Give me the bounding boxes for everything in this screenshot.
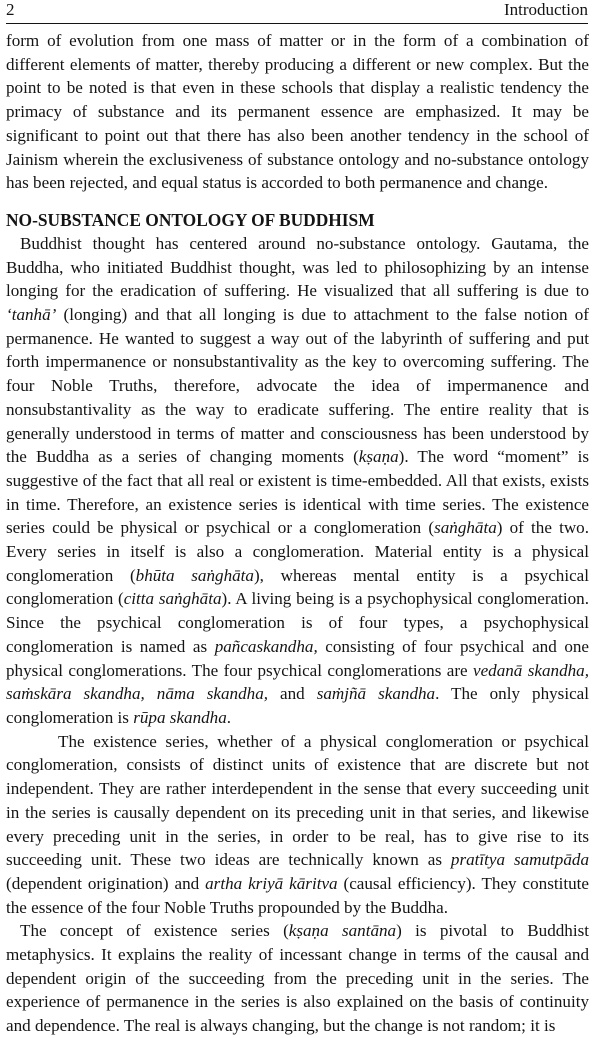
italic-term: bhūta saṅghāta (135, 565, 254, 585)
italic-term: artha kriyā kāritva (205, 873, 338, 893)
italic-term: saṁjñā skandha (316, 684, 436, 704)
running-header (6, 0, 588, 20)
paragraph-continuation: form of evolution from one mass of matter or in the form of a combination of different elements of matter, thereby producing a different or new complex. But the point to be noted is that even in these schools that display a realistic tendency the primacy of substance and its permanent essence are emphasized. It may be significant to point out that there has also been another tendency in the school of Jainism wherein the exclusiveness of substance ontology and no-substance ontology has been rejected, and equal status is accorded to both permanence and change. (6, 31, 589, 193)
italic-term: pratītya samutpāda (450, 850, 589, 870)
italic-term: kṣaṇa (358, 447, 399, 467)
section-heading: NO-SUBSTANCE ONTOLOGY OF BUDDHISM (6, 209, 375, 230)
page-number: 2 (6, 0, 15, 19)
paragraph-existence-series: The existence series, whether of a physical conglomeration or psychical conglomeration, consists of distinct units of existence that are discrete but not independent. They are rather interdependent in the sense that every succeeding unit in the series is causally dependent on its preceding unit in that series, and likewise every preceding unit in the series, in order to be real, has to give rise to its succeeding unit. These two ideas are technically known as pratītya samutpāda (dependent origination) and artha kriyā kāritva (causal efficiency). They constitute the essence of the four Noble Truths propounded by the Buddha. (6, 731, 589, 917)
italic-term: vedanā skandha, saṁskāra skandha, nāma skandha, (6, 660, 589, 704)
body-text (6, 29, 589, 1038)
italic-term: pañcaskandha, (214, 636, 318, 656)
italic-term: saṅghāta (434, 518, 497, 538)
header-rule (6, 23, 588, 24)
paragraph-buddhist-thought: Buddhist thought has centered around no-substance ontology. Gautama, the Buddha, who initiated Buddhist thought, was led to philosophizing by an intense longing for the eradication of suffering. He visualized that all suffering is due to ‘tanhā’ (longing) and that all longing is due to attachment to the false notion of permanence. He wanted to suggest a way out of the labyrinth of suffering and put forth impermanence or nonsubstantivality as the key to overcoming suffering. The four Noble Truths, therefore, advocate the idea of impermanence and nonsubstantivality as the way to eradicate suffering. The entire reality that is generally understood in terms of matter and consciousness has been understood by the Buddha as a series of changing moments (kṣaṇa). The word “moment” is suggestive of the fact that all real or existent is time-embedded. All that exists, exists in time. Therefore, an existence series is identical with time series. The existence series could be physical or psychical or a conglomeration (saṅghāta) of the two. Every series in itself is also a conglomeration. Material entity is a physical conglomeration (bhūta saṅghāta), whereas mental entity is a psychical conglomeration (citta saṅghāta). A living being is a psychophysical conglomeration. Since the psychical conglomeration is of four types, a psychophysical conglomeration is named as pañcaskandha, consisting of four psychical and one physical conglomerations. The four psychical conglomerations are vedanā skandha, saṁskāra skandha, nāma skandha, and saṁjñā skandha. The only physical conglomeration is rūpa skandha. (6, 233, 590, 727)
italic-term: citta saṅghāta (123, 589, 222, 609)
italic-term: kṣaṇa santāna (288, 921, 397, 941)
italic-term: rūpa skandha (133, 707, 227, 727)
italic-term: ‘tanhā’ (6, 305, 57, 325)
running-title: Introduction (503, 0, 588, 19)
paragraph-kshana-santana: The concept of existence series (kṣaṇa santāna) is pivotal to Buddhist metaphysics. It explains the reality of incessant change in terms of the causal and dependent origin of the succeeding from the preceding unit in the series. The experience of permanence in the series is also explained on the basis of continuity and dependence. The real is always changing, but the change is not random; it is (6, 921, 589, 1036)
